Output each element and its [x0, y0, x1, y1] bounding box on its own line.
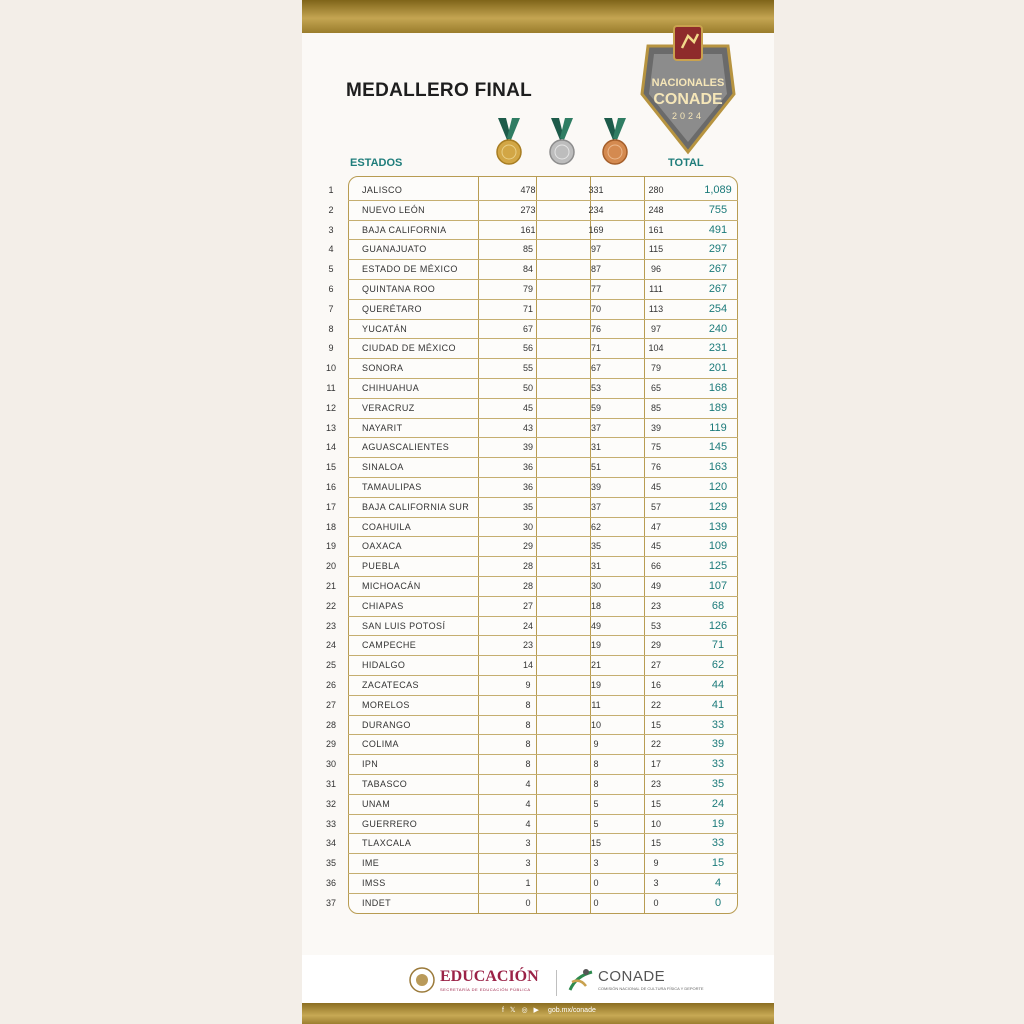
gold-count: 8: [525, 739, 531, 750]
table-row: [348, 379, 738, 399]
gold-count: 43: [522, 422, 533, 433]
row-rank: 10: [325, 363, 336, 374]
table-row: [348, 221, 738, 241]
state-name: NAYARIT: [362, 422, 403, 433]
total-count: 145: [708, 441, 728, 454]
state-name: HIDALGO: [362, 660, 406, 671]
gold-count: 55: [522, 363, 533, 374]
bronze-count: 104: [648, 343, 664, 354]
total-count: 125: [708, 560, 728, 573]
row-rank: 22: [325, 600, 336, 611]
state-name: PUEBLA: [362, 561, 400, 572]
table-row: [348, 320, 738, 340]
bronze-count: 113: [648, 303, 664, 314]
silver-count: 0: [593, 878, 599, 888]
bronze-count: 17: [650, 759, 661, 770]
silver-count: 31: [590, 442, 601, 453]
bronze-count: 161: [648, 224, 664, 235]
row-rank: 37: [325, 897, 336, 908]
table-row: [348, 419, 738, 439]
total-count: 201: [708, 362, 728, 375]
table-row: [348, 636, 738, 656]
state-name: DURANGO: [362, 719, 411, 730]
state-name: IME: [362, 858, 380, 869]
total-count: 267: [708, 283, 728, 295]
total-count: 267: [708, 263, 728, 276]
state-name: TLAXCALA: [362, 838, 412, 849]
logo-divider: [556, 970, 557, 996]
svg-text:2024: 2024: [671, 111, 705, 121]
bronze-count: 53: [650, 620, 661, 631]
row-rank: 11: [326, 383, 336, 393]
bottom-gold-band: [302, 1003, 774, 1024]
gold-count: 30: [522, 521, 533, 532]
total-count: 755: [708, 203, 728, 216]
gold-count: 478: [520, 185, 536, 195]
row-rank: 20: [325, 561, 336, 572]
table-row: [348, 716, 738, 736]
silver-count: 62: [590, 521, 601, 532]
silver-count: 71: [590, 343, 601, 354]
row-rank: 5: [328, 264, 334, 275]
row-rank: 25: [325, 660, 336, 671]
bronze-count: 3: [653, 878, 659, 888]
gold-count: 4: [525, 779, 531, 789]
total-count: 1,089: [704, 184, 732, 196]
estados-column-header: ESTADOS: [350, 157, 403, 169]
silver-count: 169: [588, 224, 604, 235]
total-count: 163: [708, 461, 728, 474]
silver-count: 49: [590, 620, 601, 631]
table-row: [348, 498, 738, 518]
total-count: 139: [708, 520, 728, 533]
table-row: [348, 280, 738, 300]
silver-count: 18: [590, 600, 601, 611]
row-rank: 1: [328, 185, 334, 195]
row-rank: 14: [325, 442, 336, 453]
table-row: [348, 399, 738, 419]
total-count: 41: [711, 698, 725, 711]
gold-count: 0: [525, 897, 531, 908]
row-rank: 3: [328, 224, 334, 235]
row-rank: 13: [325, 422, 336, 433]
state-name: COLIMA: [362, 739, 399, 750]
state-name: GUERRERO: [362, 818, 418, 829]
row-rank: 36: [325, 878, 336, 888]
state-name: ZACATECAS: [362, 680, 419, 690]
bronze-count: 45: [650, 541, 661, 552]
row-rank: 19: [325, 541, 336, 552]
silver-count: 0: [593, 897, 599, 908]
state-name: CHIAPAS: [362, 600, 404, 611]
silver-count: 5: [593, 798, 599, 809]
table-row: [348, 854, 738, 874]
silver-count: 3: [593, 858, 599, 869]
bronze-count: 49: [650, 581, 661, 591]
state-name: YUCATÁN: [362, 323, 408, 334]
row-rank: 2: [328, 204, 334, 215]
total-count: 231: [708, 342, 728, 355]
table-row: [348, 656, 738, 676]
gold-count: 8: [525, 759, 531, 770]
educacion-logo: EDUCACIÓN: [440, 968, 539, 985]
state-name: BAJA CALIFORNIA: [362, 224, 447, 235]
table-row: [348, 300, 738, 320]
gold-count: 36: [522, 482, 533, 492]
row-rank: 33: [325, 818, 336, 829]
nacionales-conade-badge-logo: [638, 24, 738, 156]
bronze-count: 280: [648, 185, 664, 195]
silver-count: 67: [590, 363, 601, 374]
row-rank: 21: [325, 581, 336, 591]
row-rank: 30: [325, 759, 336, 770]
row-rank: 17: [325, 501, 336, 512]
silver-count: 37: [590, 422, 601, 433]
gold-count: 56: [522, 343, 533, 354]
bronze-count: 97: [650, 323, 661, 334]
row-rank: 27: [325, 699, 336, 710]
bronze-count: 115: [648, 244, 664, 255]
bronze-count: 10: [650, 818, 661, 829]
row-rank: 32: [325, 798, 336, 809]
total-count: 168: [708, 382, 728, 394]
table-row: [348, 339, 738, 359]
gold-count: 29: [522, 541, 533, 552]
total-count: 4: [714, 877, 722, 889]
table-row: [348, 478, 738, 498]
educacion-subtitle: SECRETARÍA DE EDUCACIÓN PÚBLICA: [440, 987, 531, 992]
row-rank: 28: [325, 719, 336, 730]
row-rank: 4: [328, 244, 334, 255]
bronze-count: 15: [650, 798, 661, 809]
total-column-header: TOTAL: [668, 157, 704, 169]
total-count: 68: [711, 599, 725, 612]
state-name: CHIHUAHUA: [362, 383, 420, 393]
silver-count: 76: [590, 323, 601, 334]
bronze-count: 79: [650, 363, 661, 374]
state-name: UNAM: [362, 798, 391, 809]
row-rank: 35: [325, 858, 336, 869]
state-name: ESTADO DE MÉXICO: [362, 264, 458, 275]
page-title: MEDALLERO FINAL: [346, 80, 533, 101]
bronze-count: 248: [648, 204, 664, 215]
silver-medal-icon: [547, 118, 577, 168]
silver-count: 331: [588, 185, 604, 195]
state-name: IPN: [362, 759, 379, 770]
table-row: [348, 676, 738, 696]
silver-count: 87: [590, 264, 601, 275]
row-rank: 34: [325, 838, 336, 849]
total-count: 119: [709, 421, 727, 434]
bronze-count: 39: [650, 422, 661, 433]
gold-count: 79: [522, 284, 533, 294]
silver-count: 10: [590, 719, 601, 730]
silver-count: 19: [590, 640, 601, 651]
total-count: 254: [708, 302, 728, 315]
state-name: AGUASCALIENTES: [362, 442, 450, 453]
total-count: 126: [708, 619, 728, 632]
row-rank: 8: [328, 323, 334, 334]
table-row: [348, 181, 738, 201]
total-count: 24: [711, 797, 725, 810]
silver-count: 8: [593, 759, 599, 770]
total-count: 129: [708, 500, 728, 513]
gold-count: 45: [522, 402, 533, 413]
bronze-count: 0: [653, 897, 659, 908]
silver-count: 59: [590, 402, 601, 413]
medal-table-poster: [302, 0, 774, 1024]
row-rank: 6: [328, 284, 334, 294]
silver-count: 5: [593, 818, 599, 829]
total-count: 491: [708, 223, 728, 236]
gold-count: 9: [525, 680, 531, 690]
row-rank: 31: [325, 779, 336, 789]
total-count: 44: [711, 679, 725, 691]
row-rank: 12: [325, 402, 336, 413]
state-name: CIUDAD DE MÉXICO: [362, 343, 456, 354]
svg-text:CONADE: CONADE: [653, 91, 723, 108]
bronze-count: 29: [650, 640, 661, 651]
table-row: [348, 518, 738, 538]
table-row: [348, 557, 738, 577]
row-rank: 26: [325, 680, 336, 690]
gold-count: 161: [520, 224, 536, 235]
bronze-count: 22: [650, 699, 661, 710]
state-name: JALISCO: [362, 185, 403, 195]
table-row: [348, 201, 738, 221]
gold-count: 85: [522, 244, 533, 255]
gold-count: 67: [522, 323, 533, 334]
silver-count: 70: [590, 303, 601, 314]
gold-count: 3: [525, 838, 531, 849]
silver-count: 39: [590, 482, 601, 492]
table-row: [348, 874, 738, 894]
total-count: 62: [711, 659, 725, 672]
silver-count: 51: [590, 462, 601, 473]
conade-logo: CONADE: [598, 968, 666, 985]
total-count: 71: [711, 639, 725, 652]
table-row: [348, 240, 738, 260]
total-count: 240: [708, 322, 728, 335]
table-row: [348, 597, 738, 617]
table-row: [348, 458, 738, 478]
table-row: [348, 537, 738, 557]
silver-count: 77: [590, 284, 601, 294]
gold-medal-icon: [494, 118, 524, 168]
bronze-count: 23: [650, 779, 661, 789]
silver-count: 53: [590, 383, 601, 393]
row-rank: 9: [328, 343, 334, 354]
state-name: SINALOA: [362, 462, 404, 473]
silver-count: 35: [590, 541, 601, 552]
state-name: TABASCO: [362, 779, 408, 789]
gold-count: 14: [522, 660, 533, 671]
state-name: OAXACA: [362, 541, 402, 552]
bronze-count: 15: [650, 838, 661, 849]
total-count: 297: [708, 243, 728, 256]
silver-count: 234: [588, 204, 604, 215]
bronze-count: 45: [650, 482, 661, 492]
bronze-count: 111: [649, 284, 663, 294]
state-name: SONORA: [362, 363, 404, 374]
gold-count: 8: [525, 699, 531, 710]
gold-count: 28: [522, 561, 533, 572]
state-name: QUINTANA ROO: [362, 284, 436, 294]
state-name: MORELOS: [362, 699, 410, 710]
total-count: 33: [711, 837, 725, 850]
row-rank: 16: [325, 482, 336, 492]
total-count: 33: [711, 718, 725, 731]
bronze-count: 27: [650, 660, 661, 671]
state-name: CAMPECHE: [362, 640, 417, 651]
silver-count: 30: [590, 581, 601, 591]
total-count: 35: [711, 778, 725, 790]
gold-count: 24: [522, 620, 533, 631]
state-name: NUEVO LEÓN: [362, 204, 426, 215]
gold-count: 4: [525, 798, 531, 809]
total-count: 107: [708, 580, 728, 592]
silver-count: 21: [590, 660, 601, 671]
state-name: TAMAULIPAS: [362, 482, 422, 492]
gold-count: 8: [525, 719, 531, 730]
table-row: [348, 359, 738, 379]
table-row: [348, 755, 738, 775]
table-row: [348, 577, 738, 597]
total-count: 19: [711, 817, 725, 830]
row-rank: 7: [328, 303, 334, 314]
gold-count: 1: [525, 878, 531, 888]
gold-count: 27: [522, 600, 533, 611]
bronze-count: 16: [650, 680, 661, 690]
row-rank: 23: [325, 620, 336, 631]
bronze-count: 22: [650, 739, 661, 750]
gold-count: 39: [522, 442, 533, 453]
table-row: [348, 834, 738, 854]
gold-count: 28: [522, 581, 533, 591]
bronze-count: 9: [653, 858, 659, 869]
gold-count: 50: [522, 383, 533, 393]
table-row: [348, 815, 738, 835]
gold-count: 273: [520, 204, 536, 215]
silver-count: 97: [590, 244, 601, 255]
table-row: [348, 894, 738, 914]
mexico-shield-icon: [408, 966, 436, 994]
table-row: [348, 795, 738, 815]
total-count: 15: [711, 857, 725, 870]
bronze-count: 85: [650, 402, 661, 413]
total-count: 0: [714, 896, 722, 909]
conade-subtitle: COMISIÓN NACIONAL DE CULTURA FÍSICA Y DEPORTE: [598, 986, 704, 991]
gold-count: 36: [522, 462, 533, 473]
state-name: MICHOACÁN: [362, 581, 421, 591]
row-rank: 18: [325, 521, 336, 532]
footer-url[interactable]: gob.mx/conade: [548, 1007, 596, 1014]
bronze-count: 23: [650, 600, 661, 611]
table-row: [348, 438, 738, 458]
silver-count: 9: [593, 739, 599, 750]
social-media-icons[interactable]: f 𝕏 ◎ ▶: [502, 1007, 541, 1014]
bronze-medal-icon: [600, 118, 630, 168]
table-row: [348, 696, 738, 716]
total-count: 189: [708, 401, 728, 414]
state-name: BAJA CALIFORNIA SUR: [362, 501, 470, 512]
state-name: GUANAJUATO: [362, 244, 427, 255]
state-name: QUERÉTARO: [362, 303, 422, 314]
table-row: [348, 735, 738, 755]
gold-count: 23: [522, 640, 533, 651]
svg-text:NACIONALES: NACIONALES: [651, 77, 725, 89]
total-count: 39: [711, 738, 725, 751]
table-row: [348, 617, 738, 637]
gold-count: 84: [522, 264, 533, 275]
bronze-count: 15: [650, 719, 661, 730]
state-name: IMSS: [362, 878, 386, 888]
bronze-count: 96: [650, 264, 661, 275]
row-rank: 15: [325, 462, 336, 473]
state-name: COAHUILA: [362, 521, 412, 532]
silver-count: 11: [591, 699, 601, 710]
gold-count: 3: [525, 858, 531, 869]
bronze-count: 65: [650, 383, 661, 393]
silver-count: 15: [590, 838, 601, 849]
gold-count: 71: [522, 303, 533, 314]
row-rank: 24: [325, 640, 336, 651]
total-count: 33: [711, 758, 725, 771]
table-row: [348, 260, 738, 280]
table-row: [348, 775, 738, 795]
bronze-count: 75: [650, 442, 661, 453]
silver-count: 37: [590, 501, 601, 512]
row-rank: 29: [325, 739, 336, 750]
gold-count: 35: [522, 501, 533, 512]
state-name: VERACRUZ: [362, 402, 415, 413]
bronze-count: 57: [650, 501, 661, 512]
bronze-count: 76: [650, 462, 661, 473]
bronze-count: 66: [650, 561, 661, 572]
state-name: SAN LUIS POTOSÍ: [362, 620, 446, 631]
silver-count: 8: [593, 779, 599, 789]
silver-count: 19: [590, 680, 601, 690]
conade-runner-icon: [566, 966, 596, 996]
total-count: 120: [708, 481, 728, 493]
total-count: 109: [708, 540, 728, 553]
silver-count: 31: [590, 561, 601, 572]
state-name: INDET: [362, 897, 391, 908]
gold-count: 4: [525, 818, 531, 829]
bronze-count: 47: [650, 521, 661, 532]
